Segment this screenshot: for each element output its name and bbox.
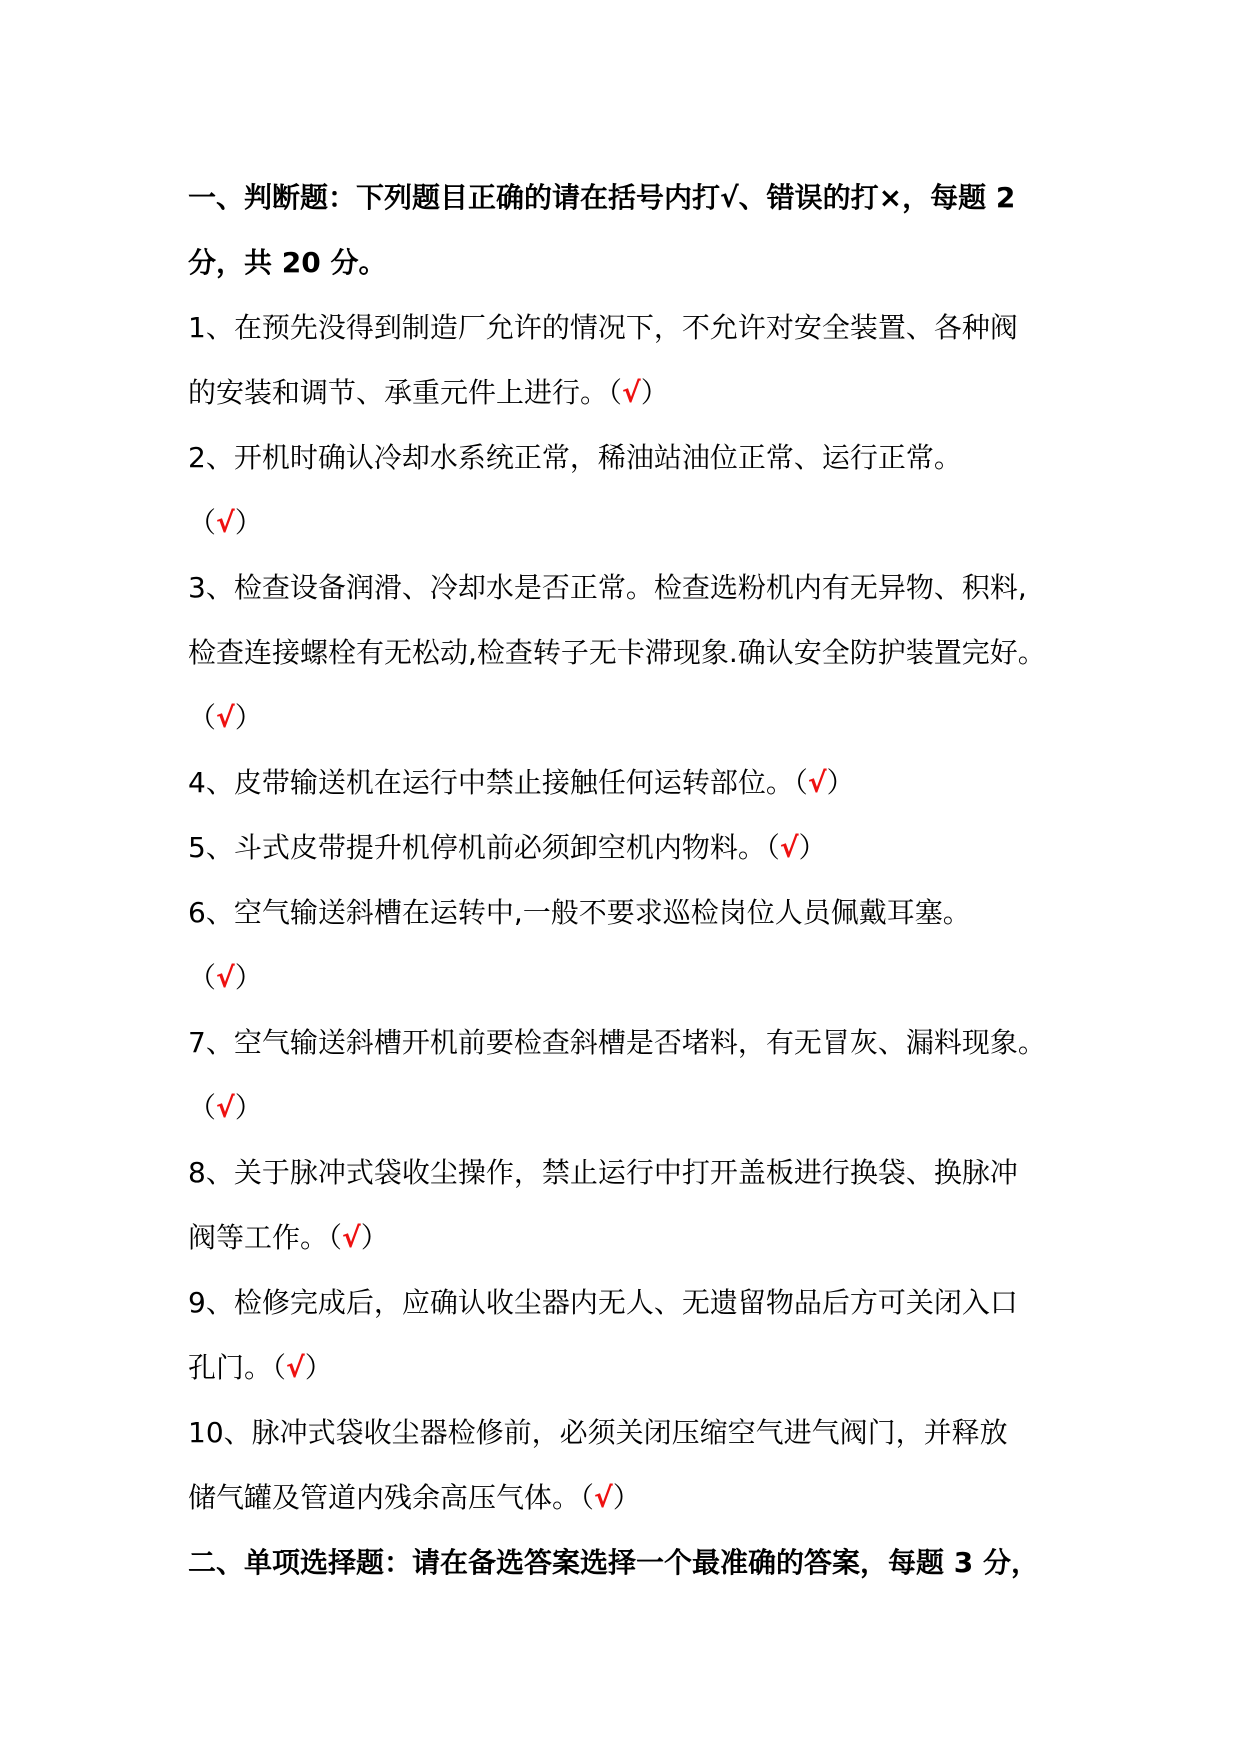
q4-answer-mark: √ [807, 766, 827, 799]
q9-line2 [188, 1335, 1068, 1400]
q8-line1: 8、关于脉冲式袋收尘操作，禁止运行中打开盖板进行换袋、换脉冲 [188, 1156, 1018, 1189]
q8-text: 阀等工作。 [188, 1221, 329, 1254]
q9-answer-mark: √ [286, 1351, 305, 1384]
paren-open: （ [765, 831, 780, 864]
q2-line2 [188, 490, 1068, 555]
paren-close: ） [360, 1221, 389, 1254]
q8-line2 [188, 1205, 1068, 1270]
q4-text: 4、皮带输送机在运行中禁止接触任何运转部位。 [188, 766, 794, 799]
paren-open: （ [188, 1091, 217, 1124]
q9-text: 孔门。 [188, 1351, 273, 1384]
paren-close: ） [826, 766, 855, 799]
paren-open: （ [580, 1481, 595, 1514]
q3-line3 [188, 685, 1068, 750]
q1-line1: 1、在预先没得到制造厂允许的情况下，不允许对安全装置、各种阀 [188, 311, 1018, 344]
paren-close: ） [612, 1481, 641, 1514]
q7-line2 [188, 1075, 1068, 1140]
q10-answer-mark: √ [594, 1481, 613, 1514]
q9-line1: 9、检修完成后，应确认收尘器内无人、无遗留物品后方可关闭入口 [188, 1286, 1018, 1319]
q6-answer-mark: √ [216, 961, 235, 994]
paren-open: （ [608, 376, 623, 409]
paren-close: ） [234, 961, 263, 994]
q2-answer-mark: √ [216, 506, 235, 539]
q5-text: 5、斗式皮带提升机停机前必须卸空机内物料。 [188, 831, 766, 864]
q3-line2: 检查连接螺栓有无松动,检查转子无卡滞现象.确认安全防护装置完好。 [188, 636, 1046, 669]
paren-open: （ [793, 766, 808, 799]
paren-close: ） [798, 831, 827, 864]
q3-line1: 3、检查设备润滑、冷却水是否正常。检查选粉机内有无异物、积料, [188, 571, 1027, 604]
section1-heading-line2: 分，共 20 分。 [188, 246, 387, 279]
paren-open: （ [188, 506, 217, 539]
q10-line2 [188, 1465, 1068, 1530]
q6-line1: 6、空气输送斜槽在运转中,一般不要求巡检岗位人员佩戴耳塞。 [188, 896, 971, 929]
paren-open: （ [188, 961, 217, 994]
q7-line1: 7、空气输送斜槽开机前要检查斜槽是否堵料，有无冒灰、漏料现象。 [188, 1026, 1046, 1059]
q10-text: 储气罐及管道内残余高压气体。 [188, 1481, 581, 1514]
q1-text: 的安装和调节、承重元件上进行。 [188, 376, 609, 409]
section1-heading-line1: 一、判断题：下列题目正确的请在括号内打√、错误的打×，每题 2 [188, 181, 1016, 214]
q7-answer-mark: √ [216, 1091, 235, 1124]
q2-line1: 2、开机时确认冷却水系统正常，稀油站油位正常、运行正常。 [188, 441, 962, 474]
paren-open: （ [188, 701, 217, 734]
paren-close: ） [640, 376, 669, 409]
paren-close: ） [234, 1091, 263, 1124]
q3-answer-mark: √ [216, 701, 235, 734]
paren-open: （ [272, 1351, 287, 1384]
q1-line2 [188, 360, 1068, 425]
section2-heading-line1: 二、单项选择题：请在备选答案选择一个最准确的答案，每题 3 分， [188, 1546, 1039, 1579]
paren-close: ） [304, 1351, 333, 1384]
q10-line1: 10、脉冲式袋收尘器检修前，必须关闭压缩空气进气阀门，并释放 [188, 1416, 1008, 1449]
document-page [188, 165, 1068, 1595]
paren-close: ） [234, 701, 263, 734]
q4-line1 [188, 750, 1068, 815]
q6-line2 [188, 945, 1068, 1010]
q5-answer-mark: √ [779, 831, 799, 864]
paren-close: ） [234, 506, 263, 539]
q1-answer-mark: √ [622, 376, 641, 409]
q5-line1 [188, 815, 1068, 880]
q8-answer-mark: √ [342, 1221, 361, 1254]
paren-open: （ [328, 1221, 343, 1254]
